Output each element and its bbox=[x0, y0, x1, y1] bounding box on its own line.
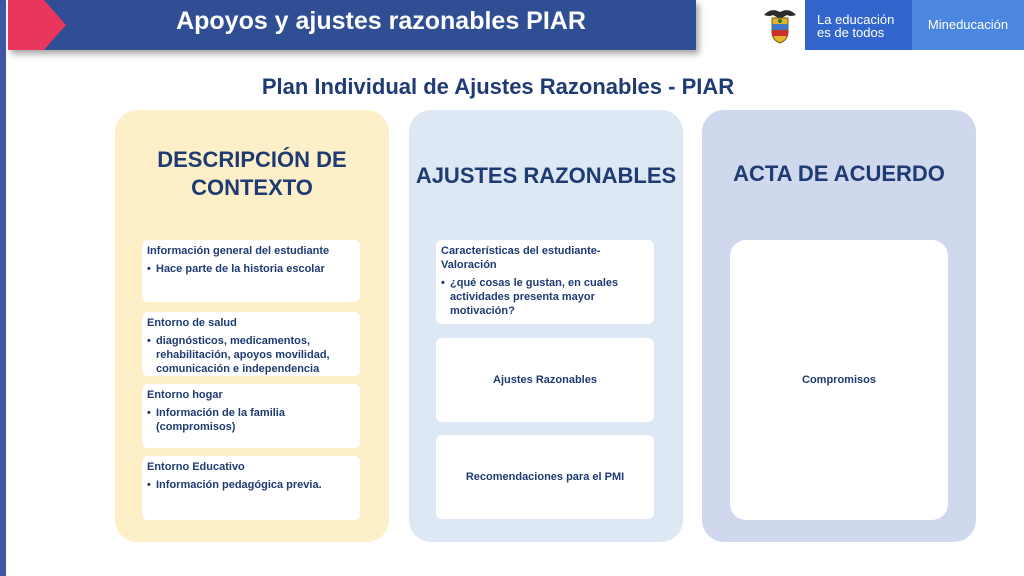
coat-of-arms-icon bbox=[756, 0, 804, 50]
card-entorno-salud bbox=[142, 312, 360, 376]
card-label: Ajustes Razonables bbox=[493, 374, 597, 386]
column-title: ACTA DE ACUERDO bbox=[733, 161, 945, 186]
card-heading: Entorno hogar bbox=[147, 389, 223, 401]
brand-tagline bbox=[805, 0, 912, 50]
column-title-line-2: CONTEXTO bbox=[191, 175, 313, 200]
column-descripcion-contexto bbox=[115, 110, 389, 542]
card-label: Compromisos bbox=[802, 374, 876, 386]
tagline-line-2: es de todos bbox=[817, 25, 885, 40]
page-title: Apoyos y ajustes razonables PIAR bbox=[176, 7, 586, 35]
card-bullet: • Hace parte de la historia escolar bbox=[147, 262, 355, 276]
card-info-general bbox=[142, 240, 360, 302]
slide-subtitle: Plan Individual de Ajustes Razonables - PIAR bbox=[261, 74, 735, 99]
column-title: AJUSTES RAZONABLES bbox=[415, 163, 677, 188]
ministry-label: Mineducación bbox=[912, 0, 1024, 50]
tagline-line-1: La educación bbox=[817, 12, 895, 27]
card-heading: Características del estudiante- Valoración bbox=[441, 245, 601, 271]
card-label: Recomendaciones para el PMI bbox=[465, 471, 625, 483]
column-acta-acuerdo bbox=[702, 110, 976, 542]
card-caracteristicas-estudiante bbox=[436, 240, 654, 324]
card-bullet: • Información pedagógica previa. bbox=[147, 478, 355, 492]
card-recomendaciones-pmi bbox=[436, 435, 654, 519]
card-compromisos bbox=[730, 240, 948, 520]
column-title bbox=[115, 146, 389, 202]
card-bullet: • diagnósticos, medicamentos, rehabilitación, apoyos movilidad, comunicación e independencia bbox=[147, 334, 355, 376]
column-title-line-1: DESCRIPCIÓN DE bbox=[157, 147, 347, 172]
column-ajustes-razonables bbox=[409, 110, 683, 542]
card-entorno-educativo bbox=[142, 456, 360, 520]
card-heading: Entorno de salud bbox=[147, 317, 237, 329]
card-heading: Entorno Educativo bbox=[147, 461, 245, 473]
card-bullet: • Información de la familia (compromisos) bbox=[147, 406, 355, 434]
card-bullet: • ¿qué cosas le gustan, en cuales actividades presenta mayor motivación? bbox=[441, 276, 649, 318]
card-entorno-hogar bbox=[142, 384, 360, 448]
card-ajustes-razonables bbox=[436, 338, 654, 422]
card-heading: Información general del estudiante bbox=[147, 245, 330, 257]
